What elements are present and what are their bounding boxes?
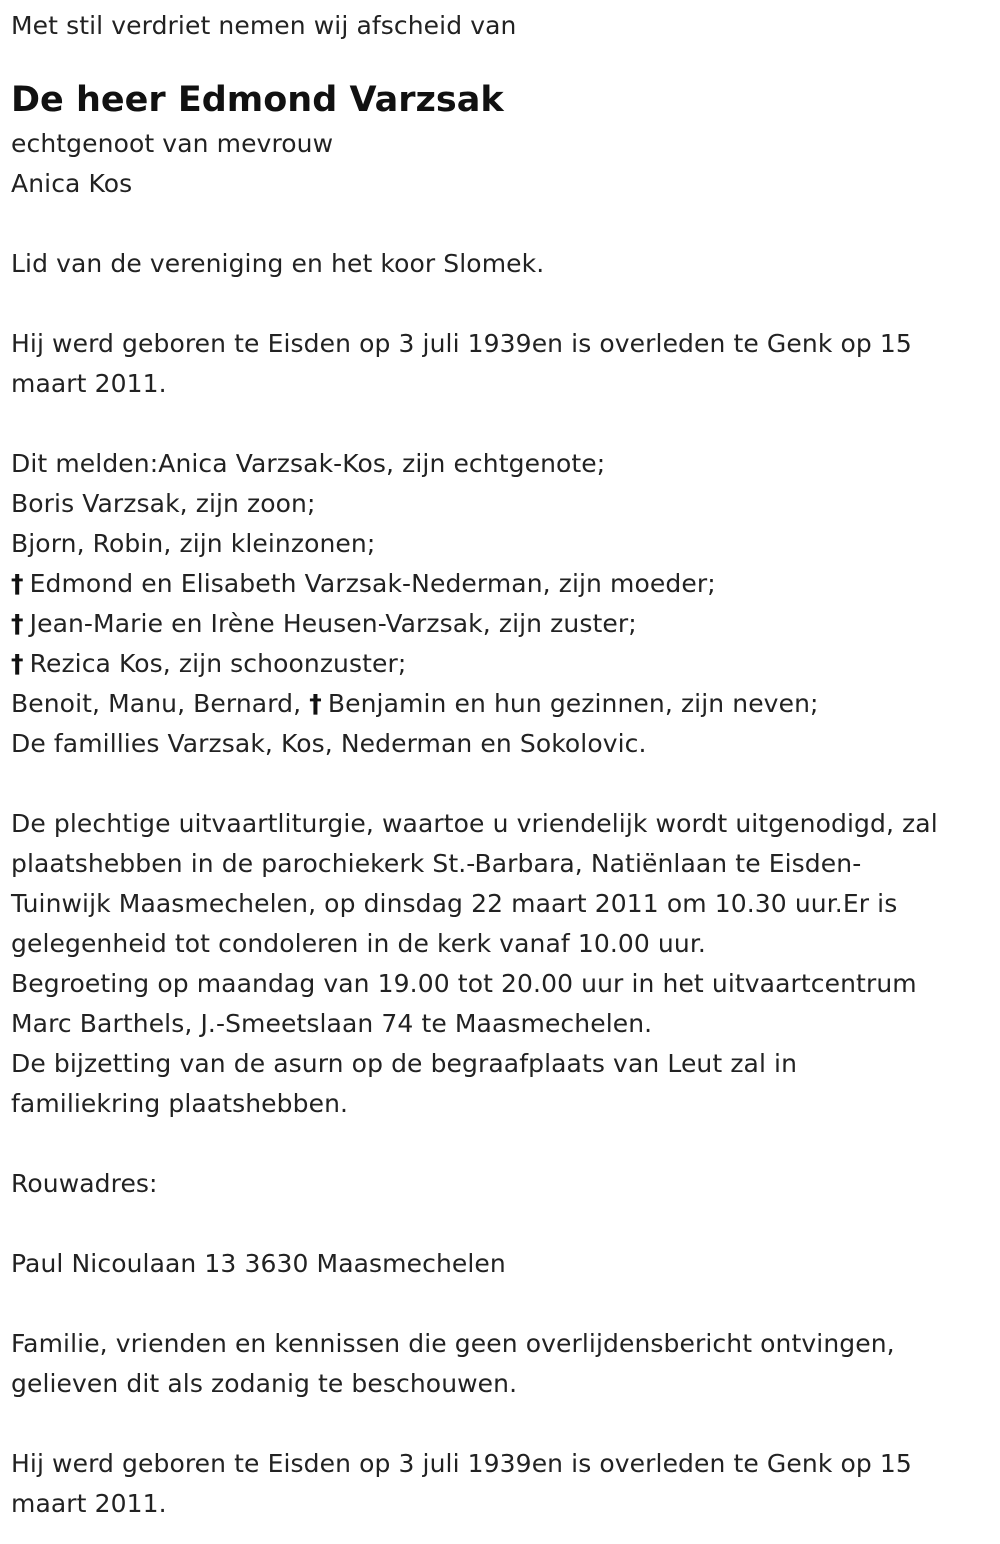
spacer xyxy=(11,1204,996,1244)
relative-text: Boris Varzsak, zijn zoon; xyxy=(11,489,316,518)
relative-item xyxy=(11,604,996,644)
cousins-text-before: Benoit, Manu, Bernard, xyxy=(11,689,310,718)
funeral-line: De plechtige uitvaartliturgie, waartoe u vriendelijk wordt uitgenodigd, zal xyxy=(11,809,938,838)
cousins-text-after: Benjamin en hun gezinnen, zijn neven; xyxy=(327,689,819,718)
intro-text: Met stil verdriet nemen wij afscheid van xyxy=(11,11,517,40)
relative-item xyxy=(11,444,996,484)
birth-death-line-1: Hij werd geboren te Eisden op 3 juli 1939en is overleden te Genk op 15 xyxy=(11,329,912,358)
funeral-line: Marc Barthels, J.-Smeetslaan 74 te Maasmechelen. xyxy=(11,1009,653,1038)
cross-icon: † xyxy=(11,569,24,598)
spacer xyxy=(11,204,996,244)
address-text: Paul Nicoulaan 13 3630 Maasmechelen xyxy=(11,1249,506,1278)
relative-text: Bjorn, Robin, zijn kleinzonen; xyxy=(11,529,376,558)
spacer xyxy=(11,764,996,804)
relative-text: Dit melden:Anica Varzsak-Kos, zijn echtgenote; xyxy=(11,449,606,478)
relative-text: Jean-Marie en Irène Heusen-Varzsak, zijn zuster; xyxy=(29,609,637,638)
funeral-details xyxy=(11,804,996,1124)
relative-item xyxy=(11,484,996,524)
relative-item xyxy=(11,644,996,684)
membership-text: Lid van de vereniging en het koor Slomek. xyxy=(11,249,545,278)
families-line: De famillies Varzsak, Kos, Nederman en Sokolovic. xyxy=(11,729,647,758)
birth-death-repeat-line-2: maart 2011. xyxy=(11,1489,167,1518)
birth-death-repeat-line-1: Hij werd geboren te Eisden op 3 juli 1939en is overleden te Genk op 15 xyxy=(11,1449,912,1478)
spacer xyxy=(11,404,996,444)
funeral-line: gelegenheid tot condoleren in de kerk vanaf 10.00 uur. xyxy=(11,929,706,958)
address-label: Rouwadres: xyxy=(11,1169,158,1198)
cousins-line xyxy=(11,684,996,724)
spacer xyxy=(11,1284,996,1324)
spouse-line-2: Anica Kos xyxy=(11,169,133,198)
cross-icon: † xyxy=(11,649,24,678)
relative-text: Edmond en Elisabeth Varzsak-Nederman, zijn moeder; xyxy=(29,569,716,598)
relatives-list xyxy=(11,444,996,764)
deceased-name: De heer Edmond Varzsak xyxy=(11,80,504,120)
cross-icon: † xyxy=(11,609,24,638)
notice-line-1: Familie, vrienden en kennissen die geen overlijdensbericht ontvingen, xyxy=(11,1329,895,1358)
spacer xyxy=(11,284,996,324)
spacer xyxy=(11,1404,996,1444)
funeral-line: plaatshebben in de parochiekerk St.-Barbara, Natiënlaan te Eisden- xyxy=(11,849,862,878)
obituary-document xyxy=(11,6,996,1524)
spouse-line-1: echtgenoot van mevrouw xyxy=(11,129,334,158)
relative-item xyxy=(11,524,996,564)
cross-icon: † xyxy=(309,689,322,718)
funeral-line: Tuinwijk Maasmechelen, op dinsdag 22 maart 2011 om 10.30 uur.Er is xyxy=(11,889,898,918)
notice-line-2: gelieven dit als zodanig te beschouwen. xyxy=(11,1369,518,1398)
spacer xyxy=(11,1124,996,1164)
funeral-line: De bijzetting van de asurn op de begraafplaats van Leut zal in xyxy=(11,1049,798,1078)
relative-text: Rezica Kos, zijn schoonzuster; xyxy=(29,649,407,678)
funeral-line: Begroeting op maandag van 19.00 tot 20.00 uur in het uitvaartcentrum xyxy=(11,969,917,998)
relative-item xyxy=(11,564,996,604)
funeral-line: familiekring plaatshebben. xyxy=(11,1089,349,1118)
birth-death-line-2: maart 2011. xyxy=(11,369,167,398)
